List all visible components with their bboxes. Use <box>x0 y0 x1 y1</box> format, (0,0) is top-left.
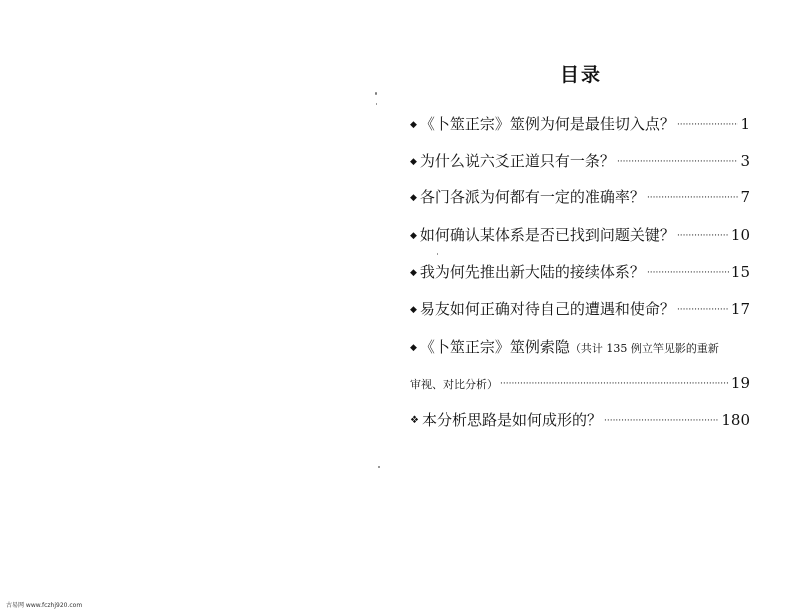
dot-leader <box>500 379 729 389</box>
toc-entry <box>410 409 750 430</box>
dot-leader <box>677 305 729 315</box>
toc-entry <box>410 224 750 245</box>
dot-leader <box>617 157 739 167</box>
toc-entry <box>410 336 750 357</box>
dot-leader <box>677 120 739 130</box>
toc-entry-title: 易友如何正确对待自己的遭遇和使命？ <box>419 300 675 318</box>
diamond-bullet-icon: ◆ <box>410 120 417 130</box>
diamond-bullet-icon: ◆ <box>410 193 417 203</box>
scan-speck <box>376 103 377 105</box>
toc-entry-title: 《卜筮正宗》筮例索隐 <box>419 338 570 356</box>
toc-entry <box>410 186 750 207</box>
page-title: 目录 <box>560 64 603 86</box>
watermark-footer: 古易网 www.fczhj920.com <box>6 602 83 609</box>
toc-page-number: 180 <box>721 411 750 429</box>
dot-leader <box>677 231 729 241</box>
toc-page-number: 19 <box>730 374 750 392</box>
toc-entry-title: 我为何先推出新大陆的接续体系？ <box>419 263 645 281</box>
toc-entry-note: （共计 135 例立竿见影的重新 <box>569 342 719 355</box>
toc-page-number: 7 <box>740 188 750 206</box>
diamond-bullet-icon: ◆ <box>410 231 417 241</box>
diamond-bullet-icon: ◆ <box>410 343 417 353</box>
diamond-bullet-icon: ❖ <box>410 415 419 426</box>
diamond-bullet-icon: ◆ <box>410 268 417 278</box>
toc-entry-title: 如何确认某体系是否已找到问题关键？ <box>419 226 675 244</box>
toc-entry <box>410 298 750 319</box>
toc-entry-title: 为什么说六爻正道只有一条？ <box>419 152 615 170</box>
toc-entry-continuation <box>410 374 750 392</box>
toc-page-number: 17 <box>730 300 750 318</box>
diamond-bullet-icon: ◆ <box>410 157 417 167</box>
scan-speck <box>378 466 380 468</box>
dot-leader <box>647 268 729 278</box>
toc-entry-title: 《卜筮正宗》筮例为何是最佳切入点？ <box>419 115 675 133</box>
scan-speck <box>375 92 377 95</box>
toc-entry <box>410 261 750 282</box>
dot-leader <box>604 416 719 426</box>
toc-entry-title: 本分析思路是如何成形的？ <box>421 411 602 429</box>
toc-page-number: 10 <box>730 226 750 244</box>
toc-entry-title: 各门各派为何都有一定的准确率？ <box>419 188 645 206</box>
scan-speck <box>437 253 438 255</box>
toc-entry <box>410 113 750 134</box>
toc-entry-note: 审视、对比分析） <box>410 378 498 391</box>
toc-entry <box>410 150 750 171</box>
dot-leader <box>647 193 739 203</box>
diamond-bullet-icon: ◆ <box>410 305 417 315</box>
toc-page-number: 1 <box>740 115 750 133</box>
toc-page-number: 15 <box>730 263 750 281</box>
toc-page-number: 3 <box>740 152 750 170</box>
